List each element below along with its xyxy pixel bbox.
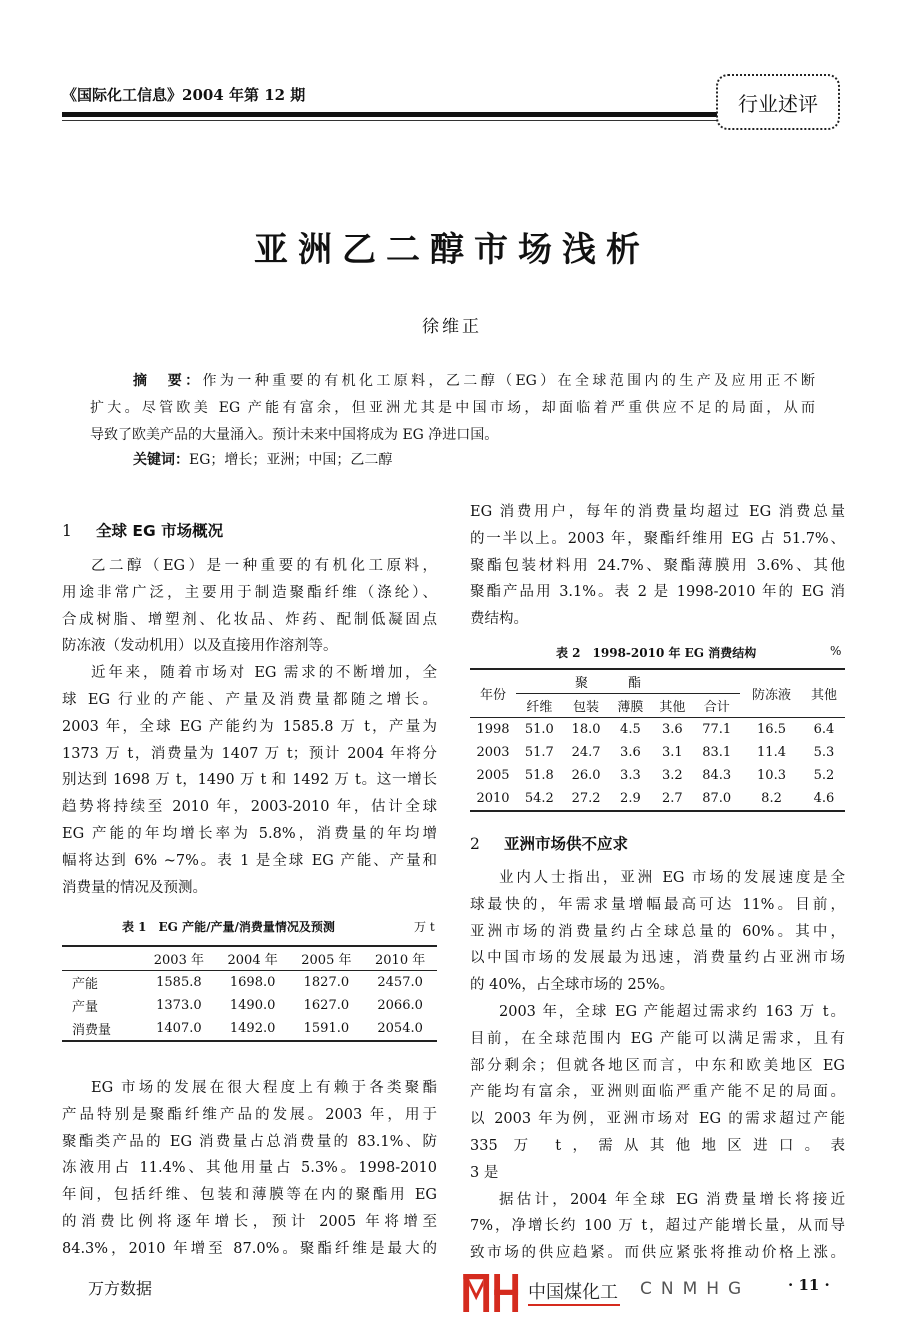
section-2-heading: 2 亚洲市场供不应求 (470, 835, 629, 853)
row-label: 1998 (476, 722, 510, 737)
table-2: 年份 聚酯 防冻液 其他 纤维 包装 薄膜 其他 合计 1998 51.0 18.0 4.5 3.6 77.1 16.5 6.4 2003 51.7 24.7 3.6 3.1 83.1 11.4 5.3 2005 51.8 26.0 3.3 3.2 84.3 10.3 5.2 2010 54.2 27.2 2.9 2.7 87.0 8.2 4.6 (470, 668, 845, 812)
table-cell: 24.7 (571, 745, 601, 760)
text-line: 乙二醇（EG）是一种重要的有机化工原料， (91, 558, 437, 574)
article-title: 亚洲乙二醇市场浅析 (254, 230, 650, 270)
text-line: 2003 年，全球 EG 产能约为 1585.8 万 t，产量为 (62, 718, 437, 735)
table-cell: 6.4 (813, 722, 835, 737)
table-cell: 1407.0 (156, 1021, 202, 1036)
table-cell: 51.7 (524, 745, 554, 760)
table-cell: 2066.0 (377, 998, 423, 1013)
table-cell: 87.0 (702, 791, 732, 806)
table-cell: 51.8 (524, 768, 554, 783)
table-cell: 3.6 (620, 745, 641, 760)
text-line: 亚洲市场的消费量约占全球总量的 60%。其中， (470, 923, 845, 940)
text-line: 防冻液（发动机用）以及直接用作溶剂等。 (62, 638, 338, 655)
table-cell: 54.2 (524, 791, 554, 806)
text-line: 年间，包括纤维、包装和薄膜等在内的聚酯用 EG (62, 1187, 437, 1204)
text-line: 的 40%，占全球市场的 25%。 (470, 977, 675, 994)
table-cell: 84.3 (702, 768, 732, 783)
table-cell: 4.5 (620, 722, 641, 737)
journal-issue: 《国际化工信息》2004 年第 12 期 (62, 86, 306, 104)
table-cell: 1591.0 (303, 1021, 350, 1036)
text-line: 费结构。 (470, 611, 528, 628)
table-cell: 4.6 (813, 791, 835, 806)
text-line: 3 是 (470, 1164, 499, 1181)
row-label: 2003 (476, 745, 510, 760)
text-line: 产能均有富余，亚洲则面临严重产能不足的局面。 (470, 1084, 845, 1101)
table-row (470, 718, 845, 742)
article-author: 徐维正 (422, 317, 482, 337)
table-cell: 5.3 (813, 745, 835, 760)
text-line: 部分剩余；但就各地区而言，中东和欧美地区 EG (470, 1057, 845, 1074)
table-cell: 3.1 (662, 745, 683, 760)
table-cell: 83.1 (702, 745, 732, 760)
table-cell: 1627.0 (303, 998, 350, 1013)
abstract-label: 摘 要： (133, 373, 203, 389)
table-row (470, 787, 845, 811)
table-cell: 5.2 (813, 768, 835, 783)
year-header: 年份 (470, 669, 516, 718)
table-cell: 1827.0 (303, 975, 350, 990)
header-rule (62, 112, 717, 117)
table-2-unit: % (830, 644, 842, 658)
row-label: 消费量 (72, 1023, 112, 1038)
text-line: 消费量的情况及预测。 (62, 879, 207, 896)
col-header: 2005 年 (301, 953, 352, 968)
table-cell: 1490.0 (229, 998, 276, 1013)
section-badge: 行业述评 (716, 74, 840, 130)
header-rule-thin (62, 120, 717, 121)
text-line: 趋势将持续至 2010 年，2003-2010 年，估计全球 (62, 799, 437, 816)
table-cell: 2.7 (662, 791, 683, 806)
table-cell: 1698.0 (229, 975, 276, 990)
table-1 (62, 945, 437, 1042)
page-number: · 11 · (788, 1276, 830, 1294)
keywords (133, 449, 392, 469)
table-row (62, 1017, 437, 1041)
section-1-heading: 1 全球 EG 市场概况 (62, 522, 224, 540)
text-line: 目前，在全球范围内 EG 产能可以满足需求，且有 (470, 1030, 845, 1047)
text-line: 的一半以上。2003 年，聚酯纤维用 EG 占 51.7%、 (470, 530, 845, 547)
table-cell: 2.9 (620, 791, 641, 806)
row-label: 2010 (476, 791, 510, 806)
right-para-2 (470, 865, 845, 1267)
text-line: 致市场的供应趋紧。而供应紧张将推动价格上涨。 (470, 1245, 845, 1262)
table-cell: 51.0 (524, 722, 554, 737)
right-para-1 (470, 499, 845, 633)
other-header: 其他 (803, 669, 845, 718)
text-line: 别达到 1698 万 t，1490 万 t 和 1492 万 t。这一增长 (62, 772, 437, 789)
text-line: 冻液用占 11.4%、其他用量占 5.3%。1998-2010 (62, 1160, 437, 1177)
table-cell: 26.0 (571, 768, 601, 783)
cnmhg-logo (462, 1274, 520, 1312)
table-cell: 16.5 (757, 722, 786, 737)
text-line: 据估计，2004 年全球 EG 消费量增长将接近 (499, 1191, 845, 1208)
table-cell: 1492.0 (229, 1021, 276, 1036)
left-para-2 (62, 1075, 437, 1263)
table-cell: 27.2 (571, 791, 601, 806)
text-line: 84.3%，2010 年增至 87.0%。聚酯纤维是最大的 (62, 1240, 437, 1257)
abstract (90, 368, 815, 449)
row-label: 产能 (72, 977, 99, 992)
table-cell: 11.4 (757, 745, 786, 760)
text-line: 以中国市场的发展最为迅速，消费量约占亚洲市场 (470, 950, 845, 967)
text-line: 球 EG 行业的产能、产量及消费量都随之增长。 (62, 691, 437, 708)
table-row (470, 764, 845, 787)
watermark-abbr: CNMHG (640, 1279, 751, 1299)
text-line: 的消费比例将逐年增长，预计 2005 年将增至 (62, 1213, 437, 1230)
table-row (62, 994, 437, 1017)
col-header: 2010 年 (375, 953, 426, 968)
text-line: 幅将达到 6% ~7%。表 1 是全球 EG 产能、产量和 (62, 852, 437, 869)
text-line: EG 产能的年均增长率为 5.8%，消费量的年均增 (62, 825, 437, 842)
table-cell: 10.3 (757, 768, 786, 783)
table-cell: 18.0 (571, 722, 601, 737)
text-line: 业内人士指出，亚洲 EG 市场的发展速度是全 (499, 870, 845, 886)
abstract-line: 扩大。尽管欧美 EG 产能有富余，但亚洲尤其是中国市场，却面临着严重供应不足的局面，从而 (90, 400, 815, 416)
table-cell: 2054.0 (377, 1021, 423, 1036)
left-para-1 (62, 553, 437, 901)
row-label: 产量 (72, 1000, 99, 1015)
text-line: 近年来，随着市场对 EG 需求的不断增加，全 (91, 665, 437, 682)
keywords-value: EG；增长；亚洲；中国；乙二醇 (189, 452, 393, 468)
text-line: 聚酯包装材料用 24.7%、聚酯薄膜用 3.6%、其他 (470, 557, 845, 574)
watermark-text: 中国煤化工 (528, 1278, 620, 1306)
text-line: 335 万 t，需从其他地区进口。表 (470, 1137, 845, 1154)
col-header: 2004 年 (227, 953, 278, 968)
col-header: 2003 年 (153, 953, 204, 968)
abstract-line: 摘 要：作为一种重要的有机化工原料，乙二醇（EG）在全球范围内的生产及应用正不断 (133, 373, 816, 389)
table-1-caption: 表 1 EG 产能/产量/消费量情况及预测 (122, 920, 335, 934)
table-row (62, 971, 437, 995)
antifreeze-header: 防冻液 (740, 669, 803, 718)
text-line: 产品特别是聚酯纤维产品的发展。2003 年，用于 (62, 1106, 437, 1123)
table-cell: 8.2 (761, 791, 782, 806)
text-line: 以 2003 年为例，亚洲市场对 EG 的需求超过产能 (470, 1111, 845, 1128)
text-line: EG 市场的发展在很大程度上有赖于各类聚酯 (91, 1080, 437, 1096)
abstract-line: 导致了欧美产品的大量涌入。预计未来中国将成为 EG 净进口国。 (90, 427, 499, 443)
text-line: 聚酯类产品的 EG 消费量占总消费量的 83.1%、防 (62, 1133, 437, 1150)
table-1-unit: 万 t (414, 920, 435, 934)
table-cell: 1373.0 (156, 998, 202, 1013)
text-line: 合成树脂、增塑剂、化妆品、炸药、配制低凝固点 (62, 611, 437, 628)
text-line: 2003 年，全球 EG 产能超过需求约 163 万 t。 (499, 1003, 845, 1020)
table-cell: 3.2 (662, 768, 683, 783)
table-cell: 77.1 (702, 722, 732, 737)
table-cell: 3.6 (662, 722, 683, 737)
text-line: 用途非常广泛，主要用于制造聚酯纤维（涤纶）、 (62, 584, 437, 601)
text-line: 聚酯产品用 3.1%。表 2 是 1998-2010 年的 EG 消 (470, 584, 845, 601)
polyester-header: 聚酯 (516, 669, 740, 694)
text-line: 7%，净增长约 100 万 t，超过产能增长量，从而导 (470, 1218, 845, 1235)
text-line: 球最快的，年需求量增幅最高可达 11%。目前， (470, 896, 845, 913)
keywords-label: 关键词： (133, 452, 189, 468)
table-cell: 2457.0 (377, 975, 423, 990)
footer-source: 万方数据 (88, 1279, 153, 1298)
table-2-caption: 表 2 1998-2010 年 EG 消费结构 (556, 646, 757, 660)
row-label: 2005 (476, 768, 510, 783)
table-cell: 1585.8 (156, 975, 202, 990)
text-line: EG 消费用户，每年的消费量均超过 EG 消费总量 (470, 504, 845, 520)
text-line: 1373 万 t，消费量为 1407 万 t；预计 2004 年将分 (62, 745, 437, 762)
table-cell: 3.3 (620, 768, 641, 783)
table-row (470, 741, 845, 764)
